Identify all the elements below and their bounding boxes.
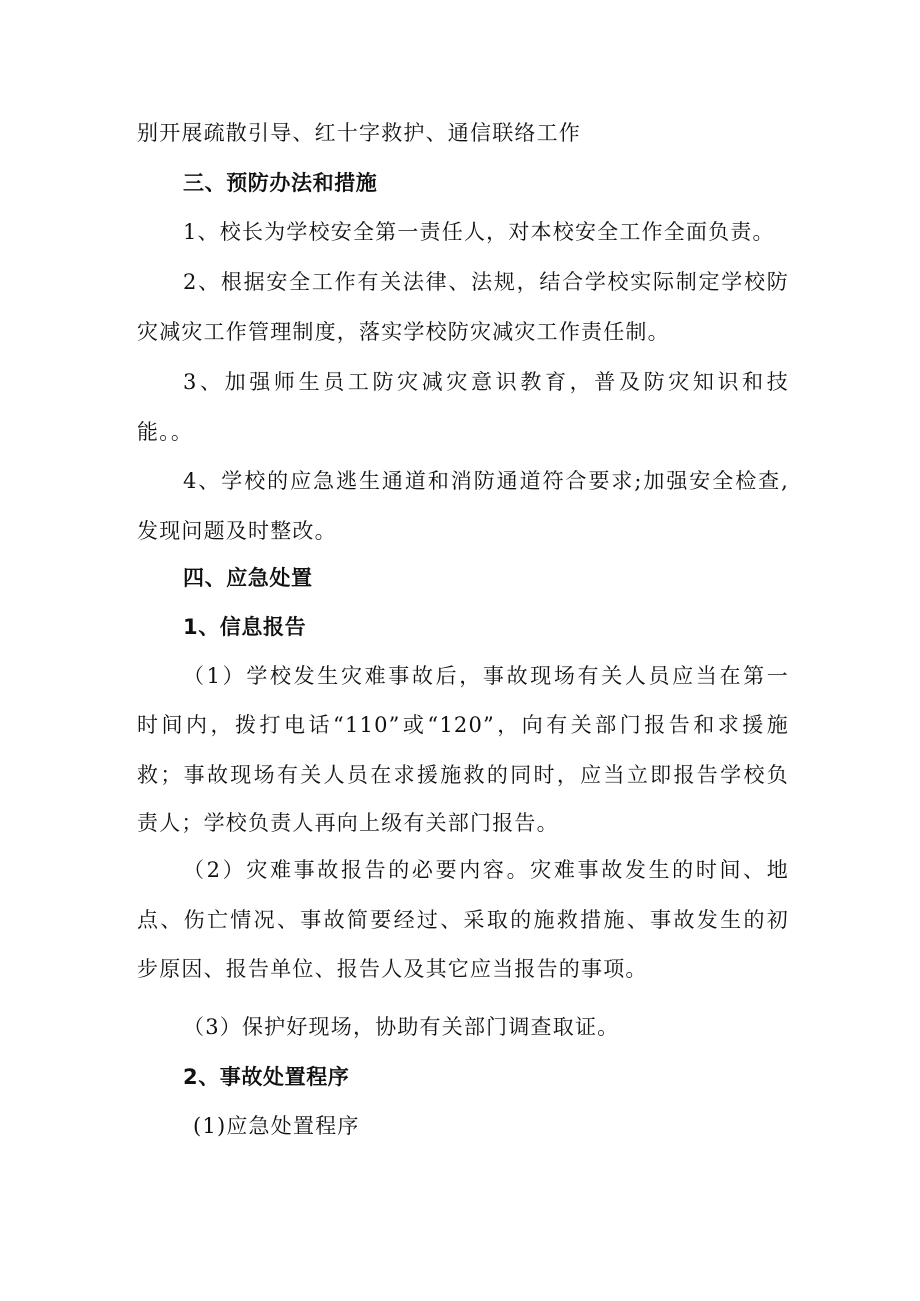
paragraph-line: 救；事故现场有关人员在求援施救的同时，应当立即报告学校负 xyxy=(137,763,789,787)
subheading-accident-procedure: 2、事故处置程序 xyxy=(183,1065,350,1089)
paragraph-line: 步原因、报告单位、报告人及其它应当报告的事项。 xyxy=(137,957,648,981)
subheading-info-report: 1、信息报告 xyxy=(183,615,307,639)
paragraph-line: 3、加强师生员工防灾减灾意识教育，普及防灾知识和技 xyxy=(183,370,789,394)
paragraph-line: 4、学校的应急逃生通道和消防通道符合要求;加强安全检查, xyxy=(183,469,789,493)
paragraph-line: 灾减灾工作管理制度，落实学校防灾减灾工作责任制。 xyxy=(137,320,670,344)
paragraph-line: 能。。 xyxy=(137,420,194,444)
paragraph-line: 2、根据安全工作有关法律、法规，结合学校实际制定学校防 xyxy=(183,270,789,294)
paragraph-line: （2）灾难事故报告的必要内容。灾难事故发生的时间、地 xyxy=(183,858,789,882)
paragraph-line: （1）学校发生灾难事故后，事故现场有关人员应当在第一 xyxy=(183,664,789,688)
paragraph-line: 时间内，拨打电话“110”或“120”，向有关部门报告和求援施 xyxy=(137,713,789,737)
paragraph-line: 发现问题及时整改。 xyxy=(137,519,337,543)
paragraph-line: 1、校长为学校安全第一责任人，对本校安全工作全面负责。 xyxy=(183,220,775,244)
paragraph-line: (1)应急处置程序 xyxy=(193,1114,360,1138)
paragraph-line: 别开展疏散引导、红十字救护、通信联络工作 xyxy=(137,121,581,145)
paragraph-line: 点、伤亡情况、事故简要经过、采取的施救措施、事故发生的初 xyxy=(137,908,789,932)
section-heading-prevention: 三、预防办法和措施 xyxy=(183,171,378,195)
section-heading-emergency: 四、应急处置 xyxy=(183,566,313,590)
paragraph-line: 责人；学校负责人再向上级有关部门报告。 xyxy=(137,811,559,835)
paragraph-line: （3）保护好现场，协助有关部门调查取证。 xyxy=(183,1015,620,1039)
